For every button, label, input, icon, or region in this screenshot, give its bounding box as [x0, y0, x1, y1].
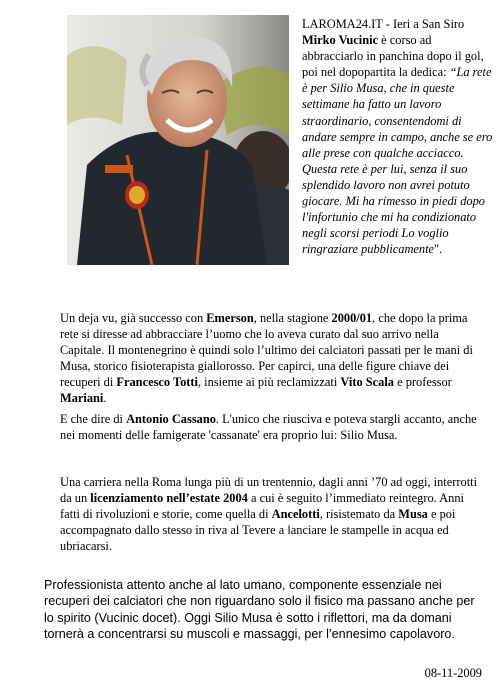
paragraph-cassano: [60, 411, 480, 443]
p1-bold-season: 2000/01: [331, 311, 373, 325]
p3-text-3: , risistemato da: [319, 507, 399, 521]
p2-text-2: . L'unico che riusciva e poteva stargli accanto, anche nei momenti delle famigerate 'cassanate' era proprio lui: Silio Musa.: [60, 412, 477, 442]
photo-illustration: [67, 15, 289, 265]
p1-bold-totti: Francesco Totti: [116, 375, 198, 389]
p1-bold-scala: Vito Scala: [340, 375, 394, 389]
player-name: Mirko Vucinic: [302, 33, 379, 48]
paragraph-emerson: [60, 310, 480, 406]
p3-text-2: a cui è seguito l’immediato reintegro. Anni fatti di rivoluzioni e storie, come quella di: [60, 491, 464, 521]
p1-bold-mariani: Mariani: [60, 391, 104, 405]
p1-text-5: e professor: [394, 375, 452, 389]
article-date: 08-11-2009: [424, 666, 482, 680]
p1-text-3: , che dopo la prima rete si diresse ad abbracciare l’uomo che lo aveva curato dal suo arrivo nella Capitale. Il montenegrino è quindi solo l’ultimo dei calciatori passati per le mani di Musa, storico fisioterapista giallorosso. Per capirci, una delle figure chiave dei recuperi di: [60, 311, 473, 389]
dedication-quote: “La rete è per Silio Musa, che in queste settimane ha fatto un lavoro straordinario, consentendomi di andare sempre in campo, anche se ero alle prese con qualche acciacco. Questa rete è per lui, senza il suo splendido lavoro non avrei potuto giocare. Mi ha rimesso in piedi dopo l'infortunio che mi ha condizionato negli scorsi periodi Lo voglio ringraziare pubblicamente: [302, 65, 493, 257]
p3-bold-ancelotti: Ancelotti: [271, 507, 320, 521]
p2-text-1: E che dire di: [60, 412, 127, 426]
p3-bold-dismissal: licenziamento nell’estate 2004: [90, 491, 248, 505]
p1-text-1: Un deja vu, già successo con: [60, 311, 207, 325]
p1-text-4: , insieme ai più reclamizzati: [197, 375, 341, 389]
p1-bold-emerson: Emerson: [206, 311, 254, 325]
paragraph-conclusion: Professionista attento anche al lato umano, componente essenziale nei recuperi dei calciatori che non riguardano solo il fisico ma passano anche per lo spirito (Vucinic docet). Oggi Silio Musa è sotto i riflettori, ma da domani tornerà a concentrarsi su muscoli e massaggi, per l’ennesimo capolavoro.: [44, 578, 475, 642]
article-photo: [67, 15, 289, 265]
p3-text-4: e poi accompagnato dallo stesso in riva al Tevere a lanciare le stampelle in acqua ed ubriacarsi.: [60, 507, 456, 553]
p2-bold-cassano: Antonio Cassano: [126, 412, 216, 426]
p1-text-6: .: [103, 391, 107, 405]
p1-text-2: , nella stagione: [253, 311, 332, 325]
p3-bold-musa: Musa: [398, 507, 428, 521]
intro-lead-a: - Ieri a San Siro: [382, 17, 465, 31]
quote-close: ".: [434, 242, 443, 257]
source-name: LAROMA24.IT: [302, 17, 383, 31]
intro-lead-b: è corso ad abbracciarlo in panchina dopo il gol, poi nel dopopartita la dedica:: [302, 33, 484, 80]
intro-text: [302, 16, 494, 257]
paragraph-career: [60, 474, 480, 554]
p3-text-1: Una carriera nella Roma lunga più di un trentennio, dagli anni ’70 ad oggi, interrotti da un: [60, 475, 478, 505]
